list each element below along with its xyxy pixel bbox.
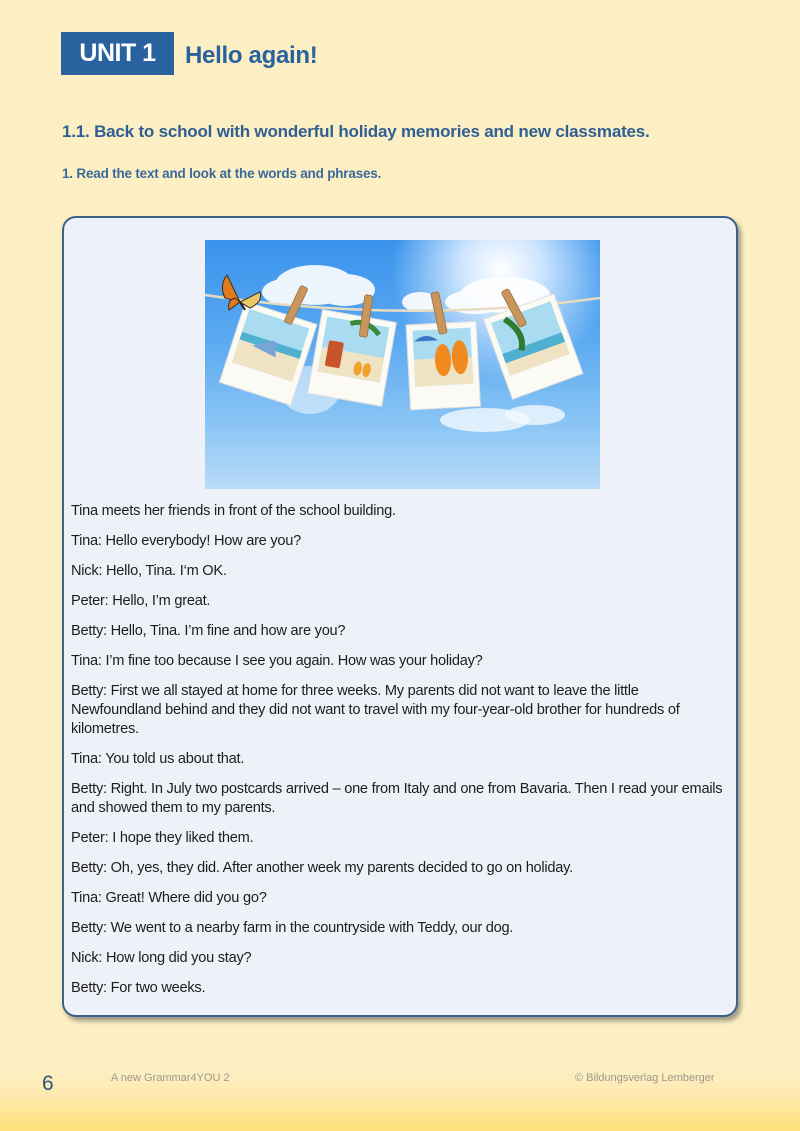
dialogue-line: Peter: Hello, I’m great.: [71, 593, 211, 609]
exercise-instruction: 1. Read the text and look at the words and phrases.: [62, 166, 382, 181]
copyright: © Bildungsverlag Lemberger: [575, 1072, 715, 1084]
dialogue-line: Betty: Oh, yes, they did. After another week my parents decided to go on holiday.: [71, 860, 573, 876]
dialogue-line: Betty: Right. In July two postcards arrived – one from Italy and one from Bavaria. Then I read your emails and showed them to my parents.: [71, 781, 723, 816]
dialogue-line: Betty: Hello, Tina. I’m fine and how are you?: [71, 623, 346, 639]
holiday-photos-illustration: [205, 240, 600, 489]
dialogue-line: Tina: You told us about that.: [71, 751, 245, 767]
clothesline-photos-image: [205, 240, 600, 489]
dialogue-line: Tina: Great! Where did you go?: [71, 890, 267, 906]
dialogue-line: Betty: For two weeks.: [71, 980, 206, 996]
dialogue-line: Tina: Hello everybody! How are you?: [71, 533, 302, 549]
narration-line: Tina meets her friends in front of the school building.: [71, 503, 396, 519]
butterfly-icon: [222, 275, 260, 310]
photo-flip-flops-icon: [406, 321, 480, 410]
dialogue-line: Nick: Hello, Tina. I‘m OK.: [71, 563, 227, 579]
dialogue-line: Tina: I’m fine too because I see you again. How was your holiday?: [71, 653, 483, 669]
page-number: 6: [42, 1072, 54, 1095]
dialogue-line: Betty: We went to a nearby farm in the countryside with Teddy, our dog.: [71, 920, 514, 936]
dialogue-line: Peter: I hope they liked them.: [71, 830, 254, 846]
unit-badge: UNIT 1: [61, 32, 174, 75]
book-title: A new Grammar4YOU 2: [111, 1072, 230, 1084]
dialogue-line: Betty: First we all stayed at home for three weeks. My parents did not want to leave the little Newfoundland behind and they did not want to travel with my four-year-old brother for hundreds of kilometres.: [71, 683, 680, 737]
dialogue-text: [71, 502, 731, 1009]
unit-title: Hello again!: [185, 42, 318, 69]
photo-suitcase-icon: [308, 310, 397, 407]
dialogue-line: Nick: How long did you stay?: [71, 950, 252, 966]
section-heading: 1.1. Back to school with wonderful holiday memories and new classmates.: [62, 122, 650, 141]
reading-box: [62, 216, 738, 1017]
